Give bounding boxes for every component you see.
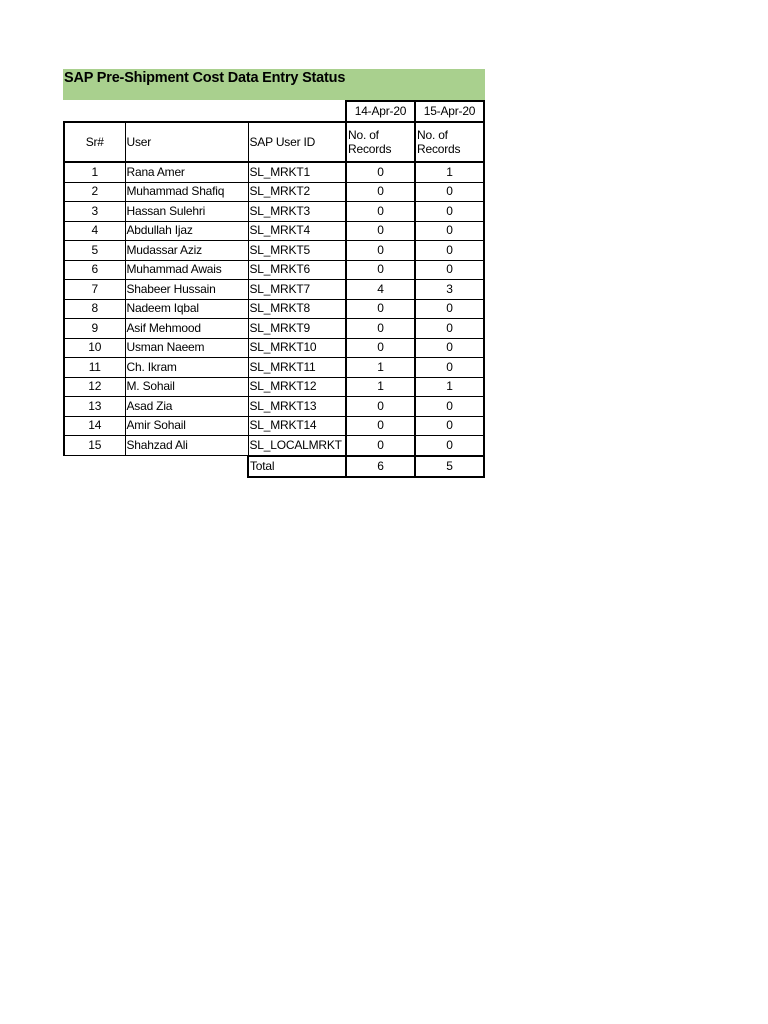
cell-sr[interactable]: 14 (64, 416, 125, 436)
cell-user[interactable]: Ch. Ikram (125, 358, 248, 378)
cell-records-2[interactable]: 0 (415, 416, 484, 436)
header-sap-user-id[interactable]: SAP User ID (248, 122, 346, 162)
cell-user[interactable]: Muhammad Shafiq (125, 182, 248, 202)
title-banner (63, 69, 485, 100)
cell-sr[interactable]: 8 (64, 299, 125, 319)
table-row (64, 299, 484, 319)
cell-records-1[interactable]: 0 (346, 162, 415, 182)
table-row (64, 182, 484, 202)
cell-records-1[interactable]: 4 (346, 280, 415, 300)
total-row (64, 456, 484, 477)
cell-user[interactable]: Rana Amer (125, 162, 248, 182)
cell-records-1[interactable]: 0 (346, 338, 415, 358)
table-row (64, 436, 484, 456)
date-header-row (64, 101, 484, 122)
header-sr[interactable]: Sr# (64, 122, 125, 162)
table-row (64, 221, 484, 241)
cell-sap-user-id[interactable]: SL_MRKT7 (248, 280, 346, 300)
table-row (64, 260, 484, 280)
table-row (64, 241, 484, 261)
total-label[interactable]: Total (248, 456, 346, 477)
cell-records-2[interactable]: 0 (415, 299, 484, 319)
cell-records-1[interactable]: 0 (346, 397, 415, 417)
cell-user[interactable]: Nadeem Iqbal (125, 299, 248, 319)
table-row (64, 397, 484, 417)
cell-records-2[interactable]: 3 (415, 280, 484, 300)
cell-sr[interactable]: 2 (64, 182, 125, 202)
cell-records-1[interactable]: 0 (346, 202, 415, 222)
cell-records-2[interactable]: 0 (415, 221, 484, 241)
cell-records-1[interactable]: 1 (346, 358, 415, 378)
cell-records-2[interactable]: 1 (415, 377, 484, 397)
cell-sr[interactable]: 4 (64, 221, 125, 241)
table-row (64, 319, 484, 339)
cell-sr[interactable]: 1 (64, 162, 125, 182)
report-title: SAP Pre-Shipment Cost Data Entry Status (64, 70, 346, 86)
table-row (64, 358, 484, 378)
cell-records-1[interactable]: 0 (346, 260, 415, 280)
cell-records-1[interactable]: 0 (346, 436, 415, 456)
cell-user[interactable]: Asif Mehmood (125, 319, 248, 339)
cell-user[interactable]: Usman Naeem (125, 338, 248, 358)
cell-user[interactable]: Shahzad Ali (125, 436, 248, 456)
cell-sr[interactable]: 3 (64, 202, 125, 222)
cell-user[interactable]: Amir Sohail (125, 416, 248, 436)
cell-records-1[interactable]: 0 (346, 221, 415, 241)
table-row (64, 202, 484, 222)
cell-sap-user-id[interactable]: SL_MRKT8 (248, 299, 346, 319)
cell-records-2[interactable]: 0 (415, 436, 484, 456)
cell-sr[interactable]: 11 (64, 358, 125, 378)
cell-sr[interactable]: 6 (64, 260, 125, 280)
cell-records-2[interactable]: 1 (415, 162, 484, 182)
cell-sap-user-id[interactable]: SL_MRKT4 (248, 221, 346, 241)
cell-records-2[interactable]: 0 (415, 397, 484, 417)
column-header-row (64, 122, 484, 162)
cell-sap-user-id[interactable]: SL_MRKT3 (248, 202, 346, 222)
cell-sr[interactable]: 13 (64, 397, 125, 417)
cell-records-2[interactable]: 0 (415, 241, 484, 261)
cell-sr[interactable]: 10 (64, 338, 125, 358)
cell-records-1[interactable]: 0 (346, 241, 415, 261)
cell-records-2[interactable]: 0 (415, 338, 484, 358)
total-records-2[interactable]: 5 (415, 456, 484, 477)
cell-user[interactable]: Abdullah Ijaz (125, 221, 248, 241)
table-row (64, 280, 484, 300)
table-row (64, 377, 484, 397)
cell-user[interactable]: Mudassar Aziz (125, 241, 248, 261)
date-cell-2[interactable]: 15-Apr-20 (415, 101, 484, 122)
cell-sap-user-id[interactable]: SL_MRKT14 (248, 416, 346, 436)
cell-user[interactable]: M. Sohail (125, 377, 248, 397)
cell-records-2[interactable]: 0 (415, 202, 484, 222)
table-row (64, 162, 484, 182)
cell-sr[interactable]: 15 (64, 436, 125, 456)
table-row (64, 338, 484, 358)
cell-sap-user-id[interactable]: SL_MRKT1 (248, 162, 346, 182)
date-cell-1[interactable]: 14-Apr-20 (346, 101, 415, 122)
cell-sap-user-id[interactable]: SL_LOCALMRKT (248, 436, 346, 456)
cell-records-1[interactable]: 0 (346, 299, 415, 319)
cell-records-1[interactable]: 0 (346, 416, 415, 436)
cell-sap-user-id[interactable]: SL_MRKT12 (248, 377, 346, 397)
cell-records-2[interactable]: 0 (415, 358, 484, 378)
cell-sr[interactable]: 12 (64, 377, 125, 397)
cell-records-2[interactable]: 0 (415, 260, 484, 280)
cell-sap-user-id[interactable]: SL_MRKT11 (248, 358, 346, 378)
cell-sap-user-id[interactable]: SL_MRKT2 (248, 182, 346, 202)
cell-sap-user-id[interactable]: SL_MRKT5 (248, 241, 346, 261)
header-user[interactable]: User (125, 122, 248, 162)
table-row (64, 416, 484, 436)
cell-user[interactable]: Muhammad Awais (125, 260, 248, 280)
cell-user[interactable]: Shabeer Hussain (125, 280, 248, 300)
total-records-1[interactable]: 6 (346, 456, 415, 477)
cell-user[interactable]: Asad Zia (125, 397, 248, 417)
cell-sap-user-id[interactable]: SL_MRKT10 (248, 338, 346, 358)
cell-records-2[interactable]: 0 (415, 319, 484, 339)
cell-sr[interactable]: 5 (64, 241, 125, 261)
cell-sr[interactable]: 7 (64, 280, 125, 300)
cell-sap-user-id[interactable]: SL_MRKT9 (248, 319, 346, 339)
status-table (63, 100, 485, 478)
cell-records-1[interactable]: 0 (346, 182, 415, 202)
cell-records-1[interactable]: 0 (346, 319, 415, 339)
header-records-2[interactable]: No. of Records (415, 122, 484, 162)
header-records-1[interactable]: No. of Records (346, 122, 415, 162)
cell-sr[interactable]: 9 (64, 319, 125, 339)
cell-sap-user-id[interactable]: SL_MRKT6 (248, 260, 346, 280)
cell-user[interactable]: Hassan Sulehri (125, 202, 248, 222)
cell-records-2[interactable]: 0 (415, 182, 484, 202)
cell-sap-user-id[interactable]: SL_MRKT13 (248, 397, 346, 417)
cell-records-1[interactable]: 1 (346, 377, 415, 397)
